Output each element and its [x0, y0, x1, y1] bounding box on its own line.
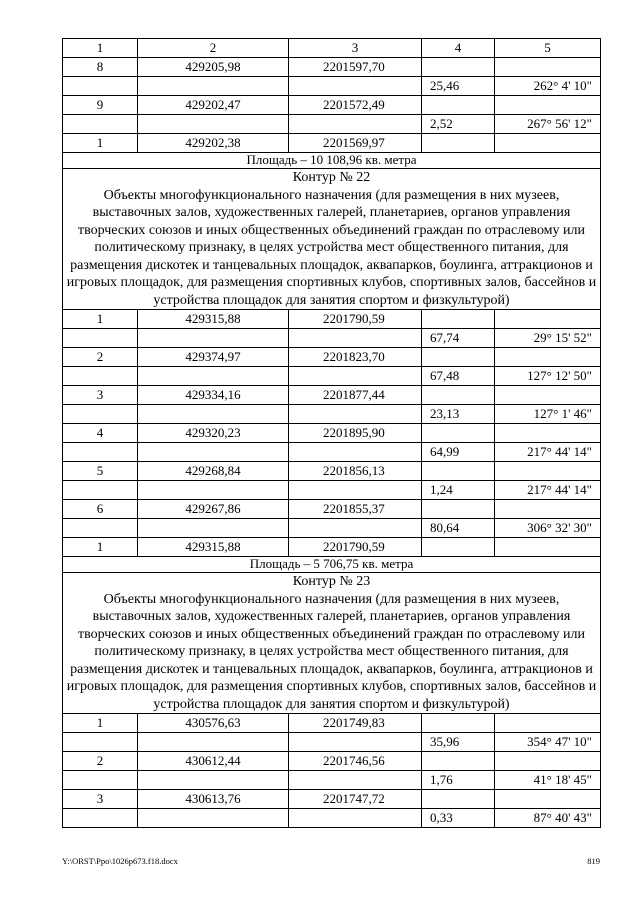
header-col-4: 4	[422, 39, 495, 58]
empty-cell	[495, 424, 601, 443]
point-row	[63, 58, 601, 77]
coord-y: 2201749,83	[289, 714, 422, 733]
contour-description: Объекты многофункционального назначения (для размещения в них музеев, выставочных залов, художественных галерей, планетариев, органов управления творческих союзов и иных общественных объединений граждан по отраслевому или политическому признаку, в целях устройства мест общественного питания, для размещения дискотек и танцевальных площадок, аквапарков, боулинга, аттракционов и игровых площадок, для размещения спортивных клубов, спортивных залов, бассейнов и устройства площадок для занятия спортом и физкультурой)	[66, 591, 597, 712]
empty-cell	[63, 115, 138, 134]
empty-cell	[422, 790, 495, 809]
coordinates-table	[62, 38, 601, 828]
coord-y: 2201747,72	[289, 790, 422, 809]
coord-x: 429315,88	[138, 538, 289, 557]
coord-y: 2201855,37	[289, 500, 422, 519]
segment-length: 1,76	[422, 771, 495, 790]
segment-length: 80,64	[422, 519, 495, 538]
segment-row	[63, 733, 601, 752]
point-number: 1	[63, 310, 138, 329]
coord-x: 429202,38	[138, 134, 289, 153]
empty-cell	[289, 115, 422, 134]
empty-cell	[138, 519, 289, 538]
empty-cell	[63, 329, 138, 348]
contour-header	[63, 573, 601, 714]
empty-cell	[138, 481, 289, 500]
segment-row	[63, 115, 601, 134]
point-row	[63, 752, 601, 771]
empty-cell	[138, 77, 289, 96]
direction-angle: 41° 18' 45"	[495, 771, 601, 790]
segment-length: 1,24	[422, 481, 495, 500]
point-number: 1	[63, 538, 138, 557]
segment-length: 2,52	[422, 115, 495, 134]
coord-y: 2201597,70	[289, 58, 422, 77]
point-row	[63, 462, 601, 481]
coord-x: 429205,98	[138, 58, 289, 77]
empty-cell	[138, 329, 289, 348]
empty-cell	[289, 367, 422, 386]
coord-y: 2201895,90	[289, 424, 422, 443]
point-number: 5	[63, 462, 138, 481]
direction-angle: 87° 40' 43"	[495, 809, 601, 828]
coord-y: 2201856,13	[289, 462, 422, 481]
direction-angle: 262° 4' 10"	[495, 77, 601, 96]
coord-y: 2201790,59	[289, 310, 422, 329]
segment-length: 67,48	[422, 367, 495, 386]
empty-cell	[63, 519, 138, 538]
empty-cell	[422, 348, 495, 367]
empty-cell	[138, 367, 289, 386]
coord-y: 2201569,97	[289, 134, 422, 153]
point-row	[63, 424, 601, 443]
empty-cell	[422, 538, 495, 557]
contour-title: Контур № 22	[292, 170, 371, 185]
point-row	[63, 538, 601, 557]
contour-title: Контур № 23	[292, 574, 371, 589]
empty-cell	[289, 519, 422, 538]
point-row	[63, 790, 601, 809]
coord-x: 429374,97	[138, 348, 289, 367]
empty-cell	[289, 443, 422, 462]
empty-cell	[495, 348, 601, 367]
coord-y: 2201877,44	[289, 386, 422, 405]
point-number: 4	[63, 424, 138, 443]
empty-cell	[422, 386, 495, 405]
empty-cell	[495, 386, 601, 405]
point-number: 3	[63, 386, 138, 405]
point-row	[63, 134, 601, 153]
empty-cell	[138, 771, 289, 790]
header-row	[63, 39, 601, 58]
page-number: 819	[587, 856, 600, 866]
empty-cell	[422, 714, 495, 733]
segment-length: 64,99	[422, 443, 495, 462]
point-row	[63, 500, 601, 519]
empty-cell	[289, 733, 422, 752]
empty-cell	[138, 405, 289, 424]
empty-cell	[422, 500, 495, 519]
coord-x: 429334,16	[138, 386, 289, 405]
point-number: 3	[63, 790, 138, 809]
empty-cell	[63, 443, 138, 462]
point-number: 2	[63, 348, 138, 367]
empty-cell	[495, 790, 601, 809]
point-number: 6	[63, 500, 138, 519]
coord-y: 2201746,56	[289, 752, 422, 771]
empty-cell	[138, 733, 289, 752]
empty-cell	[289, 771, 422, 790]
direction-angle: 267° 56' 12"	[495, 115, 601, 134]
empty-cell	[289, 481, 422, 500]
empty-cell	[63, 405, 138, 424]
direction-angle: 217° 44' 14"	[495, 443, 601, 462]
point-row	[63, 714, 601, 733]
segment-length: 25,46	[422, 77, 495, 96]
empty-cell	[495, 58, 601, 77]
direction-angle: 127° 12' 50"	[495, 367, 601, 386]
empty-cell	[495, 310, 601, 329]
empty-cell	[495, 538, 601, 557]
direction-angle: 29° 15' 52"	[495, 329, 601, 348]
segment-row	[63, 77, 601, 96]
coord-y: 2201823,70	[289, 348, 422, 367]
empty-cell	[495, 462, 601, 481]
segment-row	[63, 771, 601, 790]
header-col-1: 1	[63, 39, 138, 58]
file-path: Y:\ORST\Ppo\1026p673.f18.docx	[62, 856, 178, 866]
segment-length: 23,13	[422, 405, 495, 424]
area-text: Площадь – 5 706,75 кв. метра	[63, 557, 601, 573]
point-number: 1	[63, 134, 138, 153]
area-row	[63, 153, 601, 169]
direction-angle: 354° 47' 10"	[495, 733, 601, 752]
coord-x: 429315,88	[138, 310, 289, 329]
coord-x: 430612,44	[138, 752, 289, 771]
empty-cell	[422, 424, 495, 443]
segment-row	[63, 405, 601, 424]
direction-angle: 306° 32' 30"	[495, 519, 601, 538]
point-number: 9	[63, 96, 138, 115]
empty-cell	[289, 77, 422, 96]
segment-row	[63, 367, 601, 386]
empty-cell	[495, 134, 601, 153]
empty-cell	[422, 462, 495, 481]
coord-y: 2201790,59	[289, 538, 422, 557]
empty-cell	[138, 443, 289, 462]
header-col-2: 2	[138, 39, 289, 58]
coord-x: 429267,86	[138, 500, 289, 519]
empty-cell	[422, 752, 495, 771]
segment-row	[63, 519, 601, 538]
segment-length: 35,96	[422, 733, 495, 752]
empty-cell	[289, 405, 422, 424]
point-number: 8	[63, 58, 138, 77]
point-number: 1	[63, 714, 138, 733]
empty-cell	[63, 771, 138, 790]
empty-cell	[138, 809, 289, 828]
area-text: Площадь – 10 108,96 кв. метра	[63, 153, 601, 169]
empty-cell	[422, 58, 495, 77]
empty-cell	[495, 714, 601, 733]
empty-cell	[63, 77, 138, 96]
direction-angle: 217° 44' 14"	[495, 481, 601, 500]
contour-description: Объекты многофункционального назначения (для размещения в них музеев, выставочных залов, художественных галерей, планетариев, органов управления творческих союзов и иных общественных объединений граждан по отраслевому или политическому признаку, в целях устройства мест общественного питания, для размещения дискотек и танцевальных площадок, аквапарков, боулинга, аттракционов и игровых площадок, для размещения спортивных клубов, спортивных залов, бассейнов и устройства площадок для занятия спортом и физкультурой)	[66, 187, 597, 308]
empty-cell	[63, 367, 138, 386]
empty-cell	[422, 134, 495, 153]
area-row	[63, 557, 601, 573]
coord-x: 430576,63	[138, 714, 289, 733]
empty-cell	[422, 310, 495, 329]
empty-cell	[495, 96, 601, 115]
point-row	[63, 96, 601, 115]
point-row	[63, 386, 601, 405]
segment-row	[63, 443, 601, 462]
empty-cell	[422, 96, 495, 115]
coord-x: 429320,23	[138, 424, 289, 443]
empty-cell	[63, 733, 138, 752]
direction-angle: 127° 1' 46"	[495, 405, 601, 424]
coord-x: 429202,47	[138, 96, 289, 115]
coord-y: 2201572,49	[289, 96, 422, 115]
segment-row	[63, 809, 601, 828]
empty-cell	[289, 809, 422, 828]
contour-header	[63, 169, 601, 310]
coord-x: 430613,76	[138, 790, 289, 809]
header-col-3: 3	[289, 39, 422, 58]
empty-cell	[495, 500, 601, 519]
contour-header-row	[63, 169, 601, 310]
segment-length: 67,74	[422, 329, 495, 348]
segment-length: 0,33	[422, 809, 495, 828]
header-col-5: 5	[495, 39, 601, 58]
coord-x: 429268,84	[138, 462, 289, 481]
segment-row	[63, 329, 601, 348]
empty-cell	[138, 115, 289, 134]
point-row	[63, 348, 601, 367]
contour-header-row	[63, 573, 601, 714]
empty-cell	[63, 809, 138, 828]
point-row	[63, 310, 601, 329]
segment-row	[63, 481, 601, 500]
empty-cell	[495, 752, 601, 771]
empty-cell	[289, 329, 422, 348]
empty-cell	[63, 481, 138, 500]
point-number: 2	[63, 752, 138, 771]
